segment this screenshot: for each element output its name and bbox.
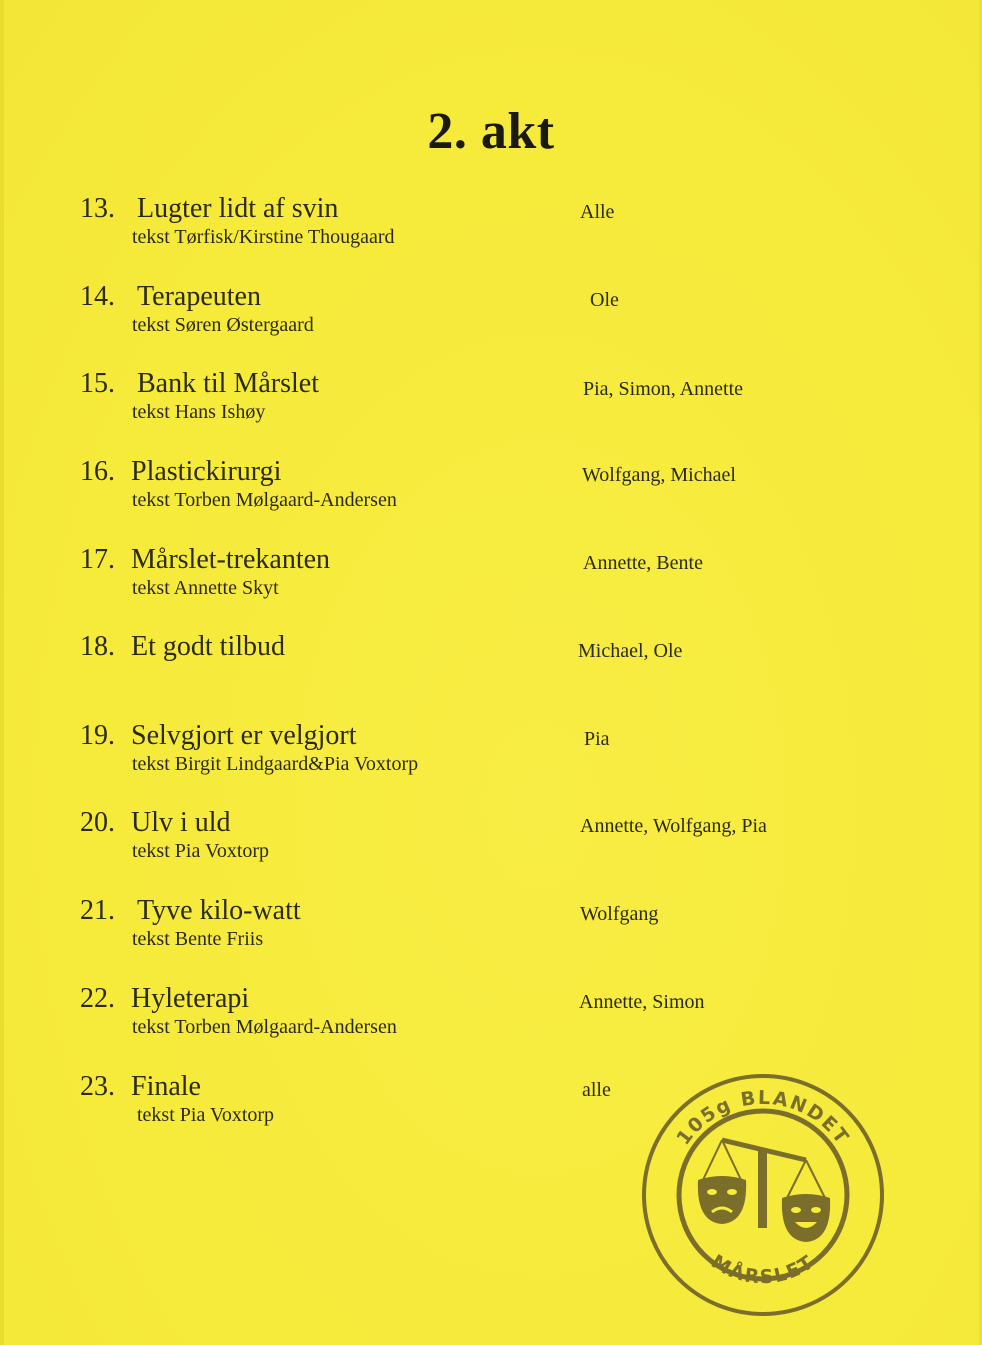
song-cast: Ole	[590, 289, 619, 311]
song-credit: tekst Hans Ishøy	[132, 401, 266, 423]
song-number: 18.	[80, 631, 115, 662]
song-cast: Annette, Simon	[579, 991, 705, 1013]
sad-mask-icon	[698, 1176, 746, 1224]
song-number: 14.	[80, 281, 115, 312]
song-cast: Annette, Wolfgang, Pia	[580, 815, 767, 837]
song-number: 15.	[80, 368, 115, 399]
song-title: Terapeuten	[137, 281, 261, 312]
song-cast: Pia, Simon, Annette	[583, 378, 743, 400]
song-credit: tekst Annette Skyt	[132, 577, 279, 599]
song-title: Ulv i uld	[131, 807, 231, 838]
song-number: 21.	[80, 895, 115, 926]
song-cast: Pia	[584, 728, 610, 750]
song-title: Et godt tilbud	[131, 631, 285, 662]
song-number: 23.	[80, 1071, 115, 1102]
song-number: 19.	[80, 720, 115, 751]
stamp-top-text: 105g BLANDET	[672, 1086, 854, 1150]
song-number: 16.	[80, 456, 115, 487]
song-title: Bank til Mårslet	[137, 368, 319, 399]
song-title: Tyve kilo-watt	[137, 895, 301, 926]
song-cast: Michael, Ole	[578, 640, 683, 662]
song-credit: tekst Bente Friis	[132, 928, 264, 950]
song-credit: tekst Torben Mølgaard-Andersen	[132, 1016, 397, 1038]
song-title: Hyleterapi	[131, 983, 250, 1014]
song-title: Lugter lidt af svin	[137, 193, 339, 224]
song-number: 22.	[80, 983, 115, 1014]
song-cast: Wolfgang	[580, 903, 659, 925]
song-number: 20.	[80, 807, 115, 838]
song-title: Plastickirurgi	[131, 456, 282, 487]
song-cast: Wolfgang, Michael	[582, 464, 736, 486]
song-credit: tekst Birgit Lindgaard&Pia Voxtorp	[132, 753, 419, 775]
song-number: 17.	[80, 544, 115, 575]
song-credit: tekst Søren Østergaard	[132, 314, 314, 336]
song-credit: tekst Tørfisk/Kirstine Thougaard	[132, 226, 395, 248]
song-credit: tekst Pia Voxtorp	[137, 1104, 275, 1126]
page-edge-left	[0, 0, 4, 1345]
song-cast: alle	[582, 1079, 611, 1101]
song-title: Mårslet-trekanten	[131, 544, 331, 575]
song-credit: tekst Torben Mølgaard-Andersen	[132, 489, 397, 511]
stamp-bottom-text: MÅRSLET	[707, 1250, 819, 1289]
song-number: 13.	[80, 193, 115, 224]
page-title: 2. akt	[427, 103, 555, 160]
song-cast: Alle	[580, 201, 615, 223]
song-title: Finale	[131, 1071, 201, 1102]
song-credit: tekst Pia Voxtorp	[132, 840, 270, 862]
happy-mask-icon	[782, 1194, 830, 1242]
song-title: Selvgjort er velgjort	[131, 720, 357, 751]
theatre-stamp-logo	[640, 1072, 886, 1318]
song-cast: Annette, Bente	[583, 552, 703, 574]
